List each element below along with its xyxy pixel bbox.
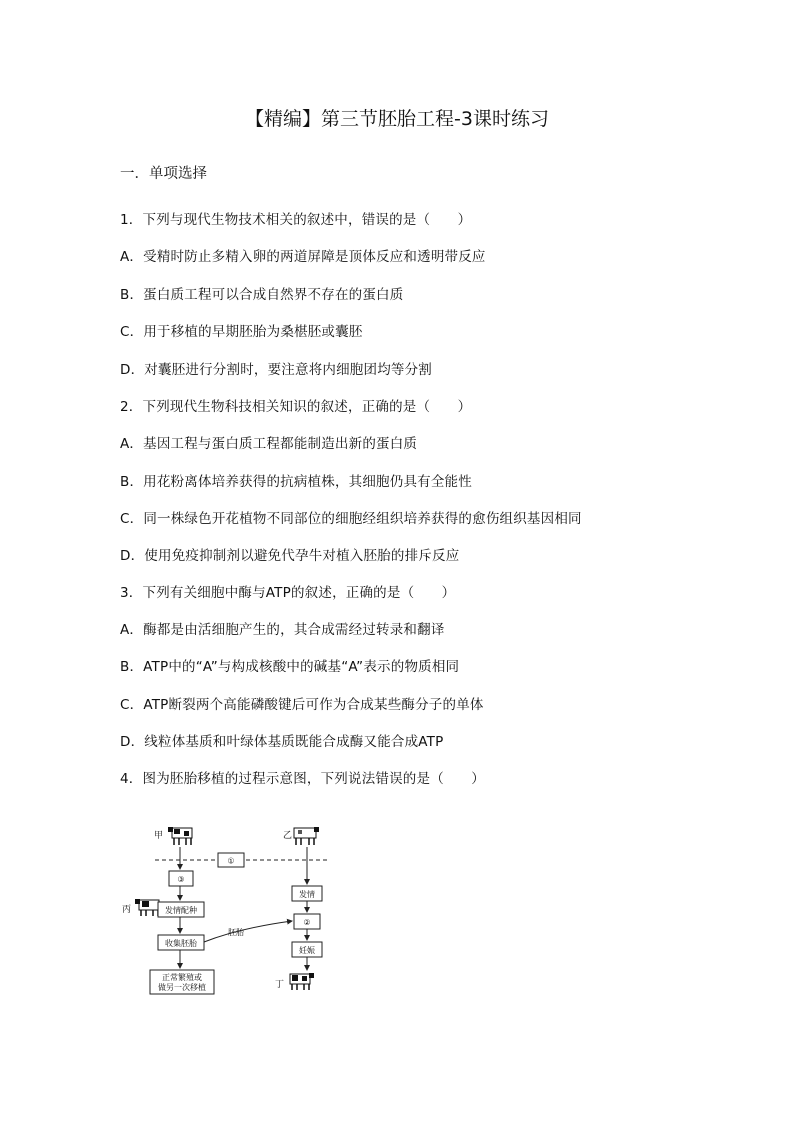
question-1-option-c: C．用于移植的早期胚胎为桑椹胚或囊胚 bbox=[120, 324, 363, 340]
box-estrus-label: 发情 bbox=[299, 890, 315, 899]
question-2-stem: 2．下列现代生物科技相关知识的叙述，正确的是（ ） bbox=[120, 399, 472, 415]
section-heading: 一．单项选择 bbox=[120, 166, 207, 182]
question-2-option-b: B．用花粉离体培养获得的抗病植株，其细胞仍具有全能性 bbox=[120, 474, 472, 490]
question-2-option-c: C．同一株绿色开花植物不同部位的细胞经组织培养获得的愈伤组织基因相同 bbox=[120, 511, 582, 527]
embryo-transfer-diagram bbox=[122, 820, 340, 1000]
box-pregnant-label: 妊娠 bbox=[299, 946, 315, 955]
cow-ding-icon bbox=[290, 973, 314, 990]
box-normal-breeding-line1: 正常繁殖或 bbox=[162, 973, 202, 982]
label-jia: 甲 bbox=[154, 831, 164, 841]
label-ding: 丁 bbox=[275, 980, 285, 990]
box-collect-embryo-label: 收集胚胎 bbox=[165, 939, 197, 948]
question-2-option-a: A．基因工程与蛋白质工程都能制造出新的蛋白质 bbox=[120, 436, 418, 452]
question-1-option-a: A．受精时防止多精入卵的两道屏障是顶体反应和透明带反应 bbox=[120, 249, 486, 265]
arrow-embryo-label: 胚胎 bbox=[228, 928, 244, 937]
page-title: 【精编】第三节胚胎工程-3课时练习 bbox=[245, 108, 549, 130]
label-yi: 乙 bbox=[283, 831, 293, 841]
label-bing: 丙 bbox=[122, 905, 132, 915]
question-1-option-d: D．对囊胚进行分割时，要注意将内细胞团均等分割 bbox=[120, 362, 432, 378]
question-2-option-d: D．使用免疫抑制剂以避免代孕牛对植入胚胎的排斥反应 bbox=[120, 548, 460, 564]
question-4-stem: 4．图为胚胎移植的过程示意图，下列说法错误的是（ ） bbox=[120, 771, 485, 787]
question-3-option-d: D．线粒体基质和叶绿体基质既能合成酶又能合成ATP bbox=[120, 734, 444, 750]
question-3-option-b: B．ATP中的“A”与构成核酸中的碱基“A”表示的物质相同 bbox=[120, 659, 460, 675]
box-step-2-label: ② bbox=[303, 918, 311, 927]
cow-yi-icon bbox=[294, 827, 319, 845]
box-normal-breeding-line2: 做另一次移植 bbox=[158, 983, 206, 992]
question-3-option-a: A．酶都是由活细胞产生的，其合成需经过转录和翻译 bbox=[120, 622, 445, 638]
question-1-stem: 1．下列与现代生物技术相关的叙述中，错误的是（ ） bbox=[120, 212, 472, 228]
box-step-3-label: ③ bbox=[177, 875, 185, 884]
box-step-1-label: ① bbox=[227, 856, 235, 866]
box-estrus-mating-label: 发情配种 bbox=[165, 906, 197, 915]
question-3-stem: 3．下列有关细胞中酶与ATP的叙述，正确的是（ ） bbox=[120, 585, 456, 601]
question-3-option-c: C．ATP断裂两个高能磷酸键后可作为合成某些酶分子的单体 bbox=[120, 697, 484, 713]
question-1-option-b: B．蛋白质工程可以合成自然界不存在的蛋白质 bbox=[120, 287, 404, 303]
cow-jia-icon bbox=[168, 827, 192, 845]
cow-bing-icon bbox=[135, 899, 159, 916]
